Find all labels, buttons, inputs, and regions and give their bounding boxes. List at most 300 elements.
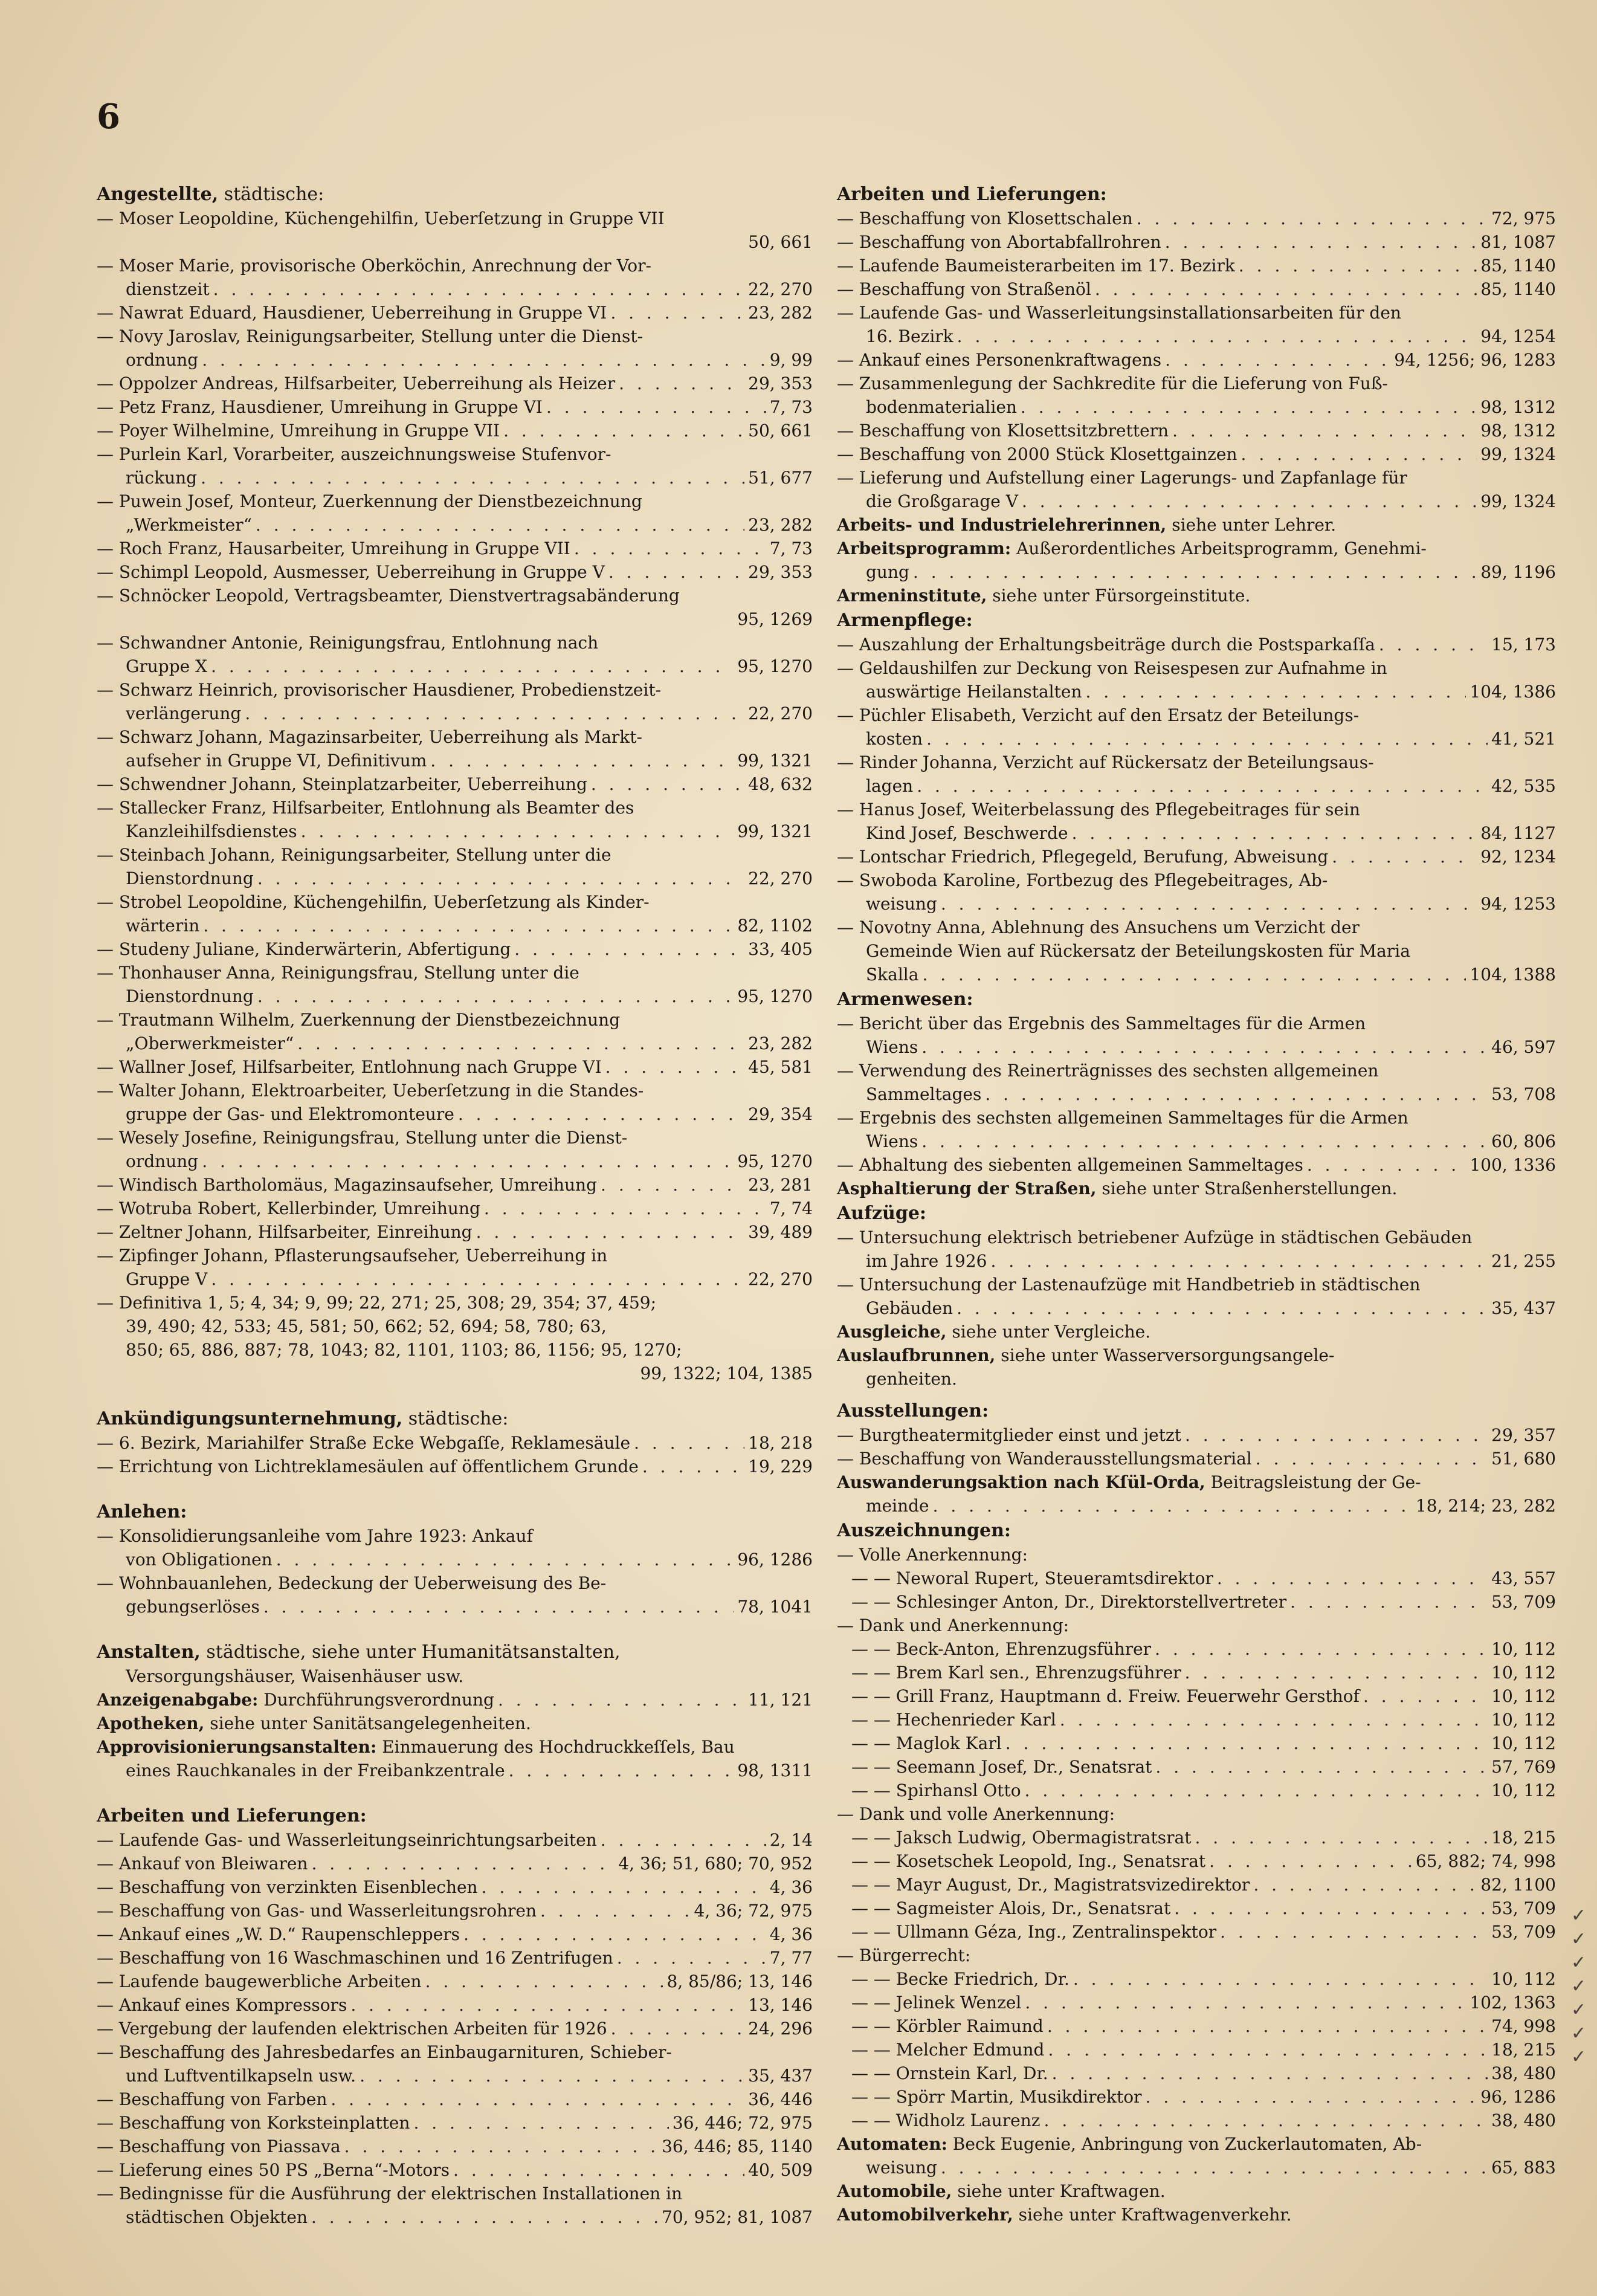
index-entry xyxy=(97,1993,813,2017)
index-entry xyxy=(837,348,1556,372)
dot-leader xyxy=(574,537,766,560)
page-reference: 36, 446 xyxy=(748,2089,813,2109)
index-entry-text: — Trautmann Wilhelm, Zuerkennung der Dienstbezeichnung xyxy=(97,1010,621,1030)
index-entry xyxy=(837,1249,1556,1273)
entry-text: Skalla xyxy=(866,965,919,985)
index-entry xyxy=(97,1875,813,1899)
index-entry-text: genheiten. xyxy=(866,1369,957,1389)
dot-leader xyxy=(601,1173,744,1197)
entry-text: rückung xyxy=(126,468,198,488)
index-entry-text: — Swoboda Karoline, Fortbezug des Pflegebeitrages, Ab- xyxy=(837,870,1328,890)
dot-leader xyxy=(211,1267,744,1291)
dot-leader xyxy=(933,1494,1412,1518)
page-reference: 99, 1324 xyxy=(1480,444,1556,464)
entry-text: — Laufende Gas- und Wasserleitungseinrichtungsarbeiten xyxy=(97,1830,597,1850)
index-entry xyxy=(837,207,1556,230)
entry-text: — Schimpl Leopold, Ausmesser, Ueberreihung in Gruppe V xyxy=(97,562,605,582)
entry-text: „Werkmeister“ xyxy=(126,515,252,535)
entry-text: — Beschaffung von Farben xyxy=(97,2089,327,2109)
entry-text: — Beschaffung von Piassava xyxy=(97,2136,341,2156)
dot-leader xyxy=(1239,254,1477,277)
page-reference: 23, 282 xyxy=(748,1033,813,1053)
dot-leader xyxy=(611,2017,744,2040)
index-heading xyxy=(97,1500,813,1524)
page-reference: 89, 1196 xyxy=(1480,562,1556,582)
entry-text: — Errichtung von Lichtreklamesäulen auf öffentlichem Grunde xyxy=(97,1457,639,1476)
entry-text: — Beschaffung von Klosettschalen xyxy=(837,209,1133,228)
page-reference: 84, 1127 xyxy=(1480,823,1556,843)
page-reference: 81, 1087 xyxy=(1480,232,1556,252)
page-reference: 53, 709 xyxy=(1491,1592,1556,1612)
index-entry-text: Ausgleiche, siehe unter Vergleiche. xyxy=(837,1322,1151,1342)
index-entry xyxy=(837,2109,1556,2132)
entry-text: — — Hechenrieder Karl xyxy=(851,1710,1056,1730)
page-reference: 99, 1322; 104, 1385 xyxy=(640,1363,813,1383)
index-entry-text: — Schwandner Antonie, Reinigungsfrau, Entlohnung nach xyxy=(97,633,599,653)
index-entry-text: Apotheken, siehe unter Sanitätsangelegenheiten. xyxy=(97,1713,531,1733)
entry-text: ordnung xyxy=(126,1151,199,1171)
entry-keyword: Arbeits- und Industrielehrerinnen, xyxy=(837,515,1167,535)
index-entry xyxy=(837,560,1556,584)
index-entry-text: Arbeits- und Industrielehrerinnen, siehe unter Lehrer. xyxy=(837,515,1337,535)
dot-leader xyxy=(605,1055,744,1079)
dot-leader xyxy=(1217,1567,1488,1590)
index-entry xyxy=(97,2135,813,2158)
index-entry xyxy=(97,1828,813,1852)
entry-keyword: Anlehen: xyxy=(97,1501,187,1522)
entry-text: kosten xyxy=(866,729,923,749)
entry-text: lagen xyxy=(866,776,914,796)
entry-text: — Vergebung der laufenden elektrischen Arbeiten für 1926 xyxy=(97,2019,607,2039)
dot-leader xyxy=(476,1220,745,1244)
entry-text: gruppe der Gas- und Elektromonteure xyxy=(126,1104,454,1124)
dot-leader xyxy=(926,727,1488,751)
index-entry xyxy=(97,702,813,725)
index-entry xyxy=(97,537,813,560)
index-entry xyxy=(837,1637,1556,1661)
entry-text: weisung xyxy=(866,894,937,914)
entry-keyword: Automobile, xyxy=(837,2181,952,2201)
index-entry xyxy=(837,633,1556,656)
page-reference: 10, 112 xyxy=(1491,1663,1556,1683)
entry-text: — 6. Bezirk, Mariahilfer Straße Ecke Webgaſſe, Reklamesäule xyxy=(97,1433,631,1453)
entry-text: — — Widholz Laurenz xyxy=(851,2110,1040,2130)
dot-leader xyxy=(921,1130,1488,1153)
index-entry xyxy=(837,325,1556,348)
dot-leader xyxy=(1253,1873,1477,1897)
dot-leader xyxy=(344,2135,658,2158)
entry-text: Kind Josef, Beschwerde xyxy=(866,823,1068,843)
index-entry xyxy=(97,1032,813,1055)
entry-text: — — Becke Friedrich, Dr. xyxy=(851,1969,1070,1989)
entry-text: — Laufende Baumeisterarbeiten im 17. Bezirk xyxy=(837,256,1235,276)
entry-text: Wiens xyxy=(866,1037,918,1057)
entry-text: — Poyer Wilhelmine, Umreihung in Gruppe VII xyxy=(97,421,500,441)
page-reference: 96, 1286 xyxy=(1480,2087,1556,2107)
dot-leader xyxy=(591,772,744,796)
page-reference: 51, 680 xyxy=(1491,1449,1556,1469)
page-reference: 98, 1312 xyxy=(1480,397,1556,417)
page-reference: 94, 1253 xyxy=(1480,894,1556,914)
dot-leader xyxy=(1025,1779,1488,1802)
index-entry xyxy=(97,655,813,678)
entry-text: — Nawrat Eduard, Hausdiener, Ueberreihung in Gruppe VI xyxy=(97,303,607,323)
dot-leader xyxy=(213,277,744,301)
index-entry xyxy=(97,1267,813,1291)
page-reference: 82, 1102 xyxy=(737,916,813,936)
page-reference: 2, 14 xyxy=(769,1830,813,1850)
dot-leader xyxy=(1025,1991,1466,2014)
entry-text: — — Sagmeister Alois, Dr., Senatsrat xyxy=(851,1898,1171,1918)
dot-leader xyxy=(350,1993,744,2017)
entry-text: — — Jelinek Wenzel xyxy=(851,1993,1022,2013)
page-reference: 10, 112 xyxy=(1491,1710,1556,1730)
page-reference: 85, 1140 xyxy=(1480,256,1556,276)
index-entry-text: — Rinder Johanna, Verzicht auf Rückersatz der Beteilungsaus- xyxy=(837,752,1374,772)
entry-text: — — Kosetschek Leopold, Ing., Senatsrat xyxy=(851,1851,1206,1871)
index-entry-text: — Püchler Elisabeth, Verzicht auf den Ersatz der Beteilungs- xyxy=(837,705,1360,725)
entry-text: eines Rauchkanales in der Freibankzentrale xyxy=(126,1761,505,1780)
entry-text: Gebäuden xyxy=(866,1298,953,1318)
page-reference: 53, 709 xyxy=(1491,1898,1556,1918)
entry-keyword: Anstalten, xyxy=(97,1641,201,1663)
page-reference: 29, 354 xyxy=(748,1104,813,1124)
index-entry xyxy=(837,2038,1556,2062)
dot-leader xyxy=(540,1899,691,1922)
page-reference: 53, 708 xyxy=(1491,1084,1556,1104)
right-column xyxy=(837,181,1556,2226)
index-entry xyxy=(837,1684,1556,1708)
index-heading xyxy=(837,183,1556,207)
index-entry-text: — Geldaushilfen zur Deckung von Reisespesen zur Aufnahme in xyxy=(837,658,1387,678)
index-entry xyxy=(837,1296,1556,1320)
page-reference: 65, 882; 74, 998 xyxy=(1415,1851,1556,1871)
entry-text: — Wotruba Robert, Kellerbinder, Umreihung xyxy=(97,1198,480,1218)
entry-keyword: Aufzüge: xyxy=(837,1203,926,1224)
page-reference: 22, 270 xyxy=(748,868,813,888)
check-mark: ✓ xyxy=(1571,1999,1587,2020)
index-entry xyxy=(97,1431,813,1455)
index-entry xyxy=(837,254,1556,277)
page-reference: 18, 215 xyxy=(1491,1828,1556,1848)
page-reference: 39, 489 xyxy=(748,1222,813,1242)
index-heading: Ankündigungsunternehmung, städtische: xyxy=(97,1408,509,1429)
page-reference: 7, 73 xyxy=(769,538,813,558)
index-entry xyxy=(837,1755,1556,1779)
index-entry xyxy=(97,1220,813,1244)
entry-text: — Wallner Josef, Hilfsarbeiter, Entlohnung nach Gruppe VI xyxy=(97,1057,602,1077)
entry-text: gebungserlöses xyxy=(126,1597,260,1617)
page-reference: 18, 218 xyxy=(748,1433,813,1453)
dot-leader xyxy=(413,2111,668,2135)
index-entry-text: — Bericht über das Ergebnis des Sammeltages für die Armen xyxy=(837,1014,1366,1033)
dot-leader xyxy=(921,1035,1488,1059)
dot-leader xyxy=(642,1455,744,1478)
dot-leader xyxy=(1165,348,1390,372)
dot-leader xyxy=(1379,633,1488,656)
dot-leader xyxy=(203,914,734,937)
entry-text: — Beschaffung von Abortabfallrohren xyxy=(837,232,1161,252)
dot-leader xyxy=(1072,821,1477,845)
index-entry xyxy=(97,1922,813,1946)
index-entry xyxy=(97,466,813,490)
check-mark: ✓ xyxy=(1571,1905,1587,1926)
page-reference: 51, 677 xyxy=(748,468,813,488)
page-reference: 8, 85/86; 13, 146 xyxy=(666,1971,813,1991)
page-reference: 99, 1321 xyxy=(737,751,813,771)
index-entry xyxy=(97,1899,813,1922)
page-reference: 99, 1321 xyxy=(737,821,813,841)
page-reference: 23, 282 xyxy=(748,303,813,323)
entry-keyword: Armenpflege: xyxy=(837,610,973,631)
entry-keyword: Armeninstitute, xyxy=(837,586,987,606)
page-reference: 95, 1269 xyxy=(737,609,813,629)
page-reference: 7, 74 xyxy=(769,1198,813,1218)
index-entry xyxy=(97,1595,813,1619)
index-entry xyxy=(97,1455,813,1478)
dot-leader xyxy=(1290,1590,1488,1614)
entry-text: — Ankauf eines Kompressors xyxy=(97,1995,347,2015)
page-reference: 24, 296 xyxy=(748,2019,813,2039)
entry-text: — — Brem Karl sen., Ehrenzugsführer xyxy=(851,1663,1181,1683)
page-reference: 70, 952; 81, 1087 xyxy=(662,2207,813,2227)
index-entry xyxy=(97,513,813,537)
index-entry xyxy=(837,1130,1556,1153)
index-entry xyxy=(837,2014,1556,2038)
index-entry xyxy=(837,2085,1556,2109)
index-entry xyxy=(97,560,813,584)
page-reference: 13, 146 xyxy=(748,1995,813,2015)
dot-leader xyxy=(1137,207,1488,230)
dot-leader xyxy=(1209,1849,1412,1873)
index-entry xyxy=(97,1173,813,1197)
page-reference: 29, 357 xyxy=(1491,1425,1556,1445)
check-mark: ✓ xyxy=(1571,1929,1587,1950)
page-reference: 92, 1234 xyxy=(1480,847,1556,867)
index-entry-text: — Strobel Leopoldine, Küchengehilfin, Ueberſetzung als Kinder- xyxy=(97,892,650,912)
check-mark: ✓ xyxy=(1571,1952,1587,1973)
dot-leader xyxy=(430,749,734,772)
entry-keyword: Arbeiten und Lieferungen: xyxy=(837,184,1107,205)
page-reference: 53, 709 xyxy=(1491,1922,1556,1942)
index-entry xyxy=(97,867,813,890)
index-entry-text: — Untersuchung elektrisch betriebener Aufzüge in städtischen Gebäuden xyxy=(837,1227,1473,1247)
index-entry xyxy=(837,1732,1556,1755)
index-entry xyxy=(97,372,813,395)
entry-text: verlängerung xyxy=(126,703,242,723)
entry-text: — Lontschar Friedrich, Pflegegeld, Berufung, Abweisung xyxy=(837,847,1329,867)
entry-text: die Großgarage V xyxy=(866,491,1018,511)
index-entry xyxy=(97,1548,813,1571)
index-heading xyxy=(837,1519,1556,1543)
dot-leader xyxy=(360,2064,744,2087)
index-entry-text: — Zusammenlegung der Sachkredite für die Lieferung von Fuß- xyxy=(837,374,1388,393)
index-entry xyxy=(97,1759,813,1782)
entry-text: — — Beck-Anton, Ehrenzugsführer xyxy=(851,1639,1152,1659)
page-reference: 82, 1100 xyxy=(1480,1875,1556,1895)
entry-keyword: Arbeiten und Lieferungen: xyxy=(97,1805,367,1826)
page-reference: 22, 270 xyxy=(748,703,813,723)
index-entry-text: — Zipfinger Johann, Pflasterungsaufseher, Ueberreihung in xyxy=(97,1246,608,1266)
index-entry xyxy=(97,419,813,442)
index-entry xyxy=(837,1967,1556,1991)
dot-leader xyxy=(1044,2109,1488,2132)
dot-leader xyxy=(1060,1708,1488,1732)
entry-text: — Oppolzer Andreas, Hilfsarbeiter, Ueberreihung als Heizer xyxy=(97,374,616,393)
index-entry-text: — Dank und volle Anerkennung: xyxy=(837,1804,1115,1824)
index-entry xyxy=(97,1150,813,1173)
page-reference: 98, 1311 xyxy=(737,1761,813,1780)
entry-text: Gruppe V xyxy=(126,1269,208,1289)
page-reference: 10, 112 xyxy=(1491,1733,1556,1753)
index-entry-text: — Bedingnisse für die Ausführung der elektrischen Installationen in xyxy=(97,2184,683,2204)
index-heading: Angestellte, städtische: xyxy=(97,184,324,205)
index-entry-text: — Moser Marie, provisorische Oberköchin, Anrechnung der Vor- xyxy=(97,256,651,276)
dot-leader xyxy=(922,963,1466,986)
page-reference: 48, 632 xyxy=(748,774,813,794)
dot-leader xyxy=(1155,1755,1488,1779)
index-entry xyxy=(97,2087,813,2111)
entry-text: — Beschaffung von 2000 Stück Klosettgainzen xyxy=(837,444,1237,464)
entry-text: — — Spörr Martin, Musikdirektor xyxy=(851,2087,1142,2107)
entry-keyword: Auswanderungsaktion nach Kſül-Orda, xyxy=(837,1472,1205,1492)
page-reference: 95, 1270 xyxy=(737,986,813,1006)
index-entry-text: — Walter Johann, Elektroarbeiter, Ueberſetzung in die Standes- xyxy=(97,1081,644,1101)
entry-text: — Burgtheatermitglieder einst und jetzt xyxy=(837,1425,1181,1445)
dot-leader xyxy=(201,466,744,490)
entry-text: 16. Bezirk xyxy=(866,326,953,346)
entry-keyword: Ausgleiche, xyxy=(837,1322,947,1342)
page-reference: 78, 1041 xyxy=(737,1597,813,1617)
check-mark: ✓ xyxy=(1571,1976,1587,1997)
dot-leader xyxy=(634,1431,744,1455)
entry-text: weisung xyxy=(866,2158,937,2178)
index-entry-text: — Steinbach Johann, Reinigungsarbeiter, Stellung unter die xyxy=(97,845,611,865)
index-entry xyxy=(837,1494,1556,1518)
entry-text: — — Grill Franz, Hauptmann d. Freiw. Feuerwehr Gersthof xyxy=(851,1686,1360,1706)
entry-text: — Studeny Juliane, Kinderwärterin, Abfertigung xyxy=(97,939,511,959)
index-entry xyxy=(97,1102,813,1126)
page-reference: 7, 77 xyxy=(769,1948,813,1968)
entry-text: — Lieferung eines 50 PS „Berna“-Motors xyxy=(97,2160,450,2180)
page-reference: 10, 112 xyxy=(1491,1686,1556,1706)
index-entry xyxy=(837,1423,1556,1447)
entry-text: — Beschaffung von Korksteinplatten xyxy=(97,2113,410,2133)
page-reference: 11, 121 xyxy=(748,1690,813,1710)
entry-text: — Auszahlung der Erhaltungsbeiträge durch die Postsparkaſſa xyxy=(837,635,1375,655)
dot-leader xyxy=(957,1296,1488,1320)
dot-leader xyxy=(990,1249,1488,1273)
dot-leader xyxy=(1022,490,1477,513)
index-heading xyxy=(837,609,1556,633)
entry-text: — — Neworal Rupert, Steueramtsdirektor xyxy=(851,1568,1213,1588)
entry-text: — Petz Franz, Hausdiener, Umreihung in Gruppe VI xyxy=(97,397,543,417)
dot-leader xyxy=(211,655,734,678)
dot-leader xyxy=(257,985,734,1008)
entry-text: gung xyxy=(866,562,909,582)
index-entry xyxy=(837,1567,1556,1590)
margin-check-marks xyxy=(1571,1904,1597,2069)
index-heading xyxy=(837,1201,1556,1226)
dot-leader xyxy=(311,1852,615,1875)
index-entry xyxy=(837,1082,1556,1106)
entry-text: — — Melcher Edmund xyxy=(851,2040,1045,2060)
index-entry xyxy=(837,845,1556,868)
entry-text: — — Ullmann Géza, Ing., Zentralinspektor xyxy=(851,1922,1217,1942)
index-entry xyxy=(837,442,1556,466)
index-entry-text: Automaten: Beck Eugenie, Anbringung von Zuckerlautomaten, Ab- xyxy=(837,2134,1422,2154)
index-entry xyxy=(97,1055,813,1079)
index-entry-text: 850; 65, 886, 887; 78, 1043; 82, 1101, 1103; 86, 1156; 95, 1270; xyxy=(126,1340,682,1360)
entry-text: dienstzeit xyxy=(126,279,210,299)
index-entry-text: — Schwarz Heinrich, provisorischer Hausdiener, Probedienstzeit- xyxy=(97,680,662,700)
index-entry xyxy=(837,774,1556,798)
index-entry xyxy=(837,892,1556,916)
page-reference: 18, 214; 23, 282 xyxy=(1415,1496,1556,1516)
index-entry-text: — Ergebnis des sechsten allgemeinen Sammeltages für die Armen xyxy=(837,1108,1408,1128)
dot-leader xyxy=(1307,1153,1466,1177)
page-reference: 60, 806 xyxy=(1491,1131,1556,1151)
entry-text: — Zeltner Johann, Hilfsarbeiter, Einreihung xyxy=(97,1222,473,1242)
index-entry-text: — Puwein Josef, Monteur, Zuerkennung der Dienstbezeichnung xyxy=(97,491,642,511)
entry-text: auswärtige Heilanstalten xyxy=(866,682,1082,702)
index-entry-text: Automobilverkehr, siehe unter Kraftwagenverkehr. xyxy=(837,2205,1292,2225)
index-entry xyxy=(837,1590,1556,1614)
index-entry xyxy=(837,1779,1556,1802)
dot-leader xyxy=(1185,1423,1488,1447)
index-entry xyxy=(837,821,1556,845)
index-entry xyxy=(97,301,813,325)
dot-leader xyxy=(257,867,744,890)
index-entry-text: — Purlein Karl, Vorarbeiter, auszeichnungsweise Stufenvor- xyxy=(97,444,611,464)
entry-text: wärterin xyxy=(126,916,200,936)
dot-leader xyxy=(1174,1897,1488,1920)
entry-text: — — Maglok Karl xyxy=(851,1733,1002,1753)
index-entry xyxy=(837,395,1556,419)
page-reference: 104, 1388 xyxy=(1470,965,1556,985)
dot-leader xyxy=(1146,2085,1477,2109)
index-entry-text: Gemeinde Wien auf Rückersatz der Beteilungskosten für Maria xyxy=(866,941,1410,961)
index-entry xyxy=(837,1849,1556,1873)
entry-keyword: Auslaufbrunnen, xyxy=(837,1345,996,1365)
entry-text: — Ankauf von Bleiwaren xyxy=(97,1854,308,1874)
entry-keyword: Anzeigenabgabe: xyxy=(97,1690,259,1710)
entry-text: Sammeltages xyxy=(866,1084,982,1104)
index-entry-text: — Lieferung und Aufstellung einer Lagerungs- und Zapfanlage für xyxy=(837,468,1407,488)
index-entry xyxy=(97,2064,813,2087)
entry-keyword: Ausstellungen: xyxy=(837,1400,989,1421)
dot-leader xyxy=(610,301,744,325)
index-entry xyxy=(837,1920,1556,1944)
dot-leader xyxy=(1332,845,1477,868)
dot-leader xyxy=(619,372,744,395)
page-reference: 45, 581 xyxy=(748,1057,813,1077)
index-entry xyxy=(97,914,813,937)
page-reference: 19, 229 xyxy=(748,1457,813,1476)
page-reference: 38, 480 xyxy=(1491,2063,1556,2083)
index-entry xyxy=(837,1661,1556,1684)
index-entry xyxy=(97,820,813,843)
dot-leader xyxy=(202,348,766,372)
page-reference: 7, 73 xyxy=(769,397,813,417)
entry-text: bodenmaterialien xyxy=(866,397,1017,417)
page-reference: 50, 661 xyxy=(748,232,813,252)
page-reference: 50, 661 xyxy=(748,421,813,441)
dot-leader xyxy=(1047,2014,1488,2038)
dot-leader xyxy=(1256,1447,1488,1470)
entry-text: — — Mayr August, Dr., Magistratsvizedirektor xyxy=(851,1875,1250,1895)
dot-leader xyxy=(202,1150,734,1173)
